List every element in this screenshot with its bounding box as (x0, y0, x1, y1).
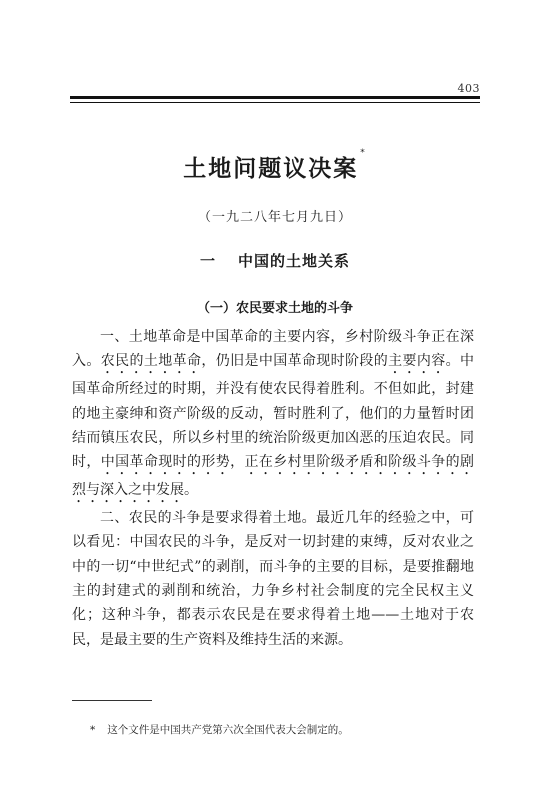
title-footnote-mark: * (360, 148, 367, 158)
footnote-rule (72, 700, 152, 701)
emphasized-segment: 主要内容 (388, 353, 446, 370)
emphasized-segment: 中国革命现时的形势 (100, 454, 231, 471)
section-heading (0, 250, 550, 271)
title-text: 土地问题议决案 (183, 156, 359, 182)
emphasized-segment: 正在乡村里阶级矛盾和阶级斗争的剧烈与深入之中发展 (72, 454, 475, 499)
segment: 一、土地革命是中国革命的主要内容，乡村阶级斗争正在深入。 (72, 329, 474, 370)
emphasized-segment: 农民的土地革命 (100, 353, 202, 370)
segment: 二、农民的斗争是要求得着土地。最近几年的经验之中，可以看见：中国农民的斗争，是反对一切封建的束缚，反对农业之中的一切“中世纪式”的剥削，而斗争的主要的目标，是要推翻地主的封建式的剥削和统治，力争乡村社会制度的完全民权主义化；这种斗争，都表示农民是在要求得着土地——土地对于农民，是最主要的生产资料及维持生活的来源。 (72, 510, 474, 648)
section-number: 一 (199, 252, 216, 270)
section-title: 中国的土地关系 (238, 252, 351, 270)
body-text (72, 325, 474, 652)
document-title (0, 150, 550, 183)
document-date: （一九二八年七月九日） (197, 210, 352, 225)
page-number: 403 (457, 82, 480, 95)
segment: 。 (184, 482, 198, 499)
paragraph-2 (72, 506, 474, 652)
footnote (90, 722, 349, 737)
segment: 。中国革命所经过的时期，并没有使农民得着胜利。不但如此，封建的地主豪绅和资产阶级的反动，暂时胜利了，他们的力量暂时团结而镇压农民，所以乡村里的统治阶级更加凶恶的压迫农民。同时， (72, 353, 475, 471)
paragraph-1 (72, 325, 474, 506)
subsection-heading: （一）农民要求土地的斗争 (196, 301, 353, 316)
footnote-mark: * (90, 724, 96, 736)
header-rule-thin (70, 102, 480, 103)
segment: ， (230, 454, 245, 471)
header-rule-thick (70, 96, 480, 99)
segment: ，仍旧是中国革命现时阶段的 (201, 353, 389, 370)
footnote-text: 这个文件是中国共产党第六次全国代表大会制定的。 (107, 724, 349, 736)
